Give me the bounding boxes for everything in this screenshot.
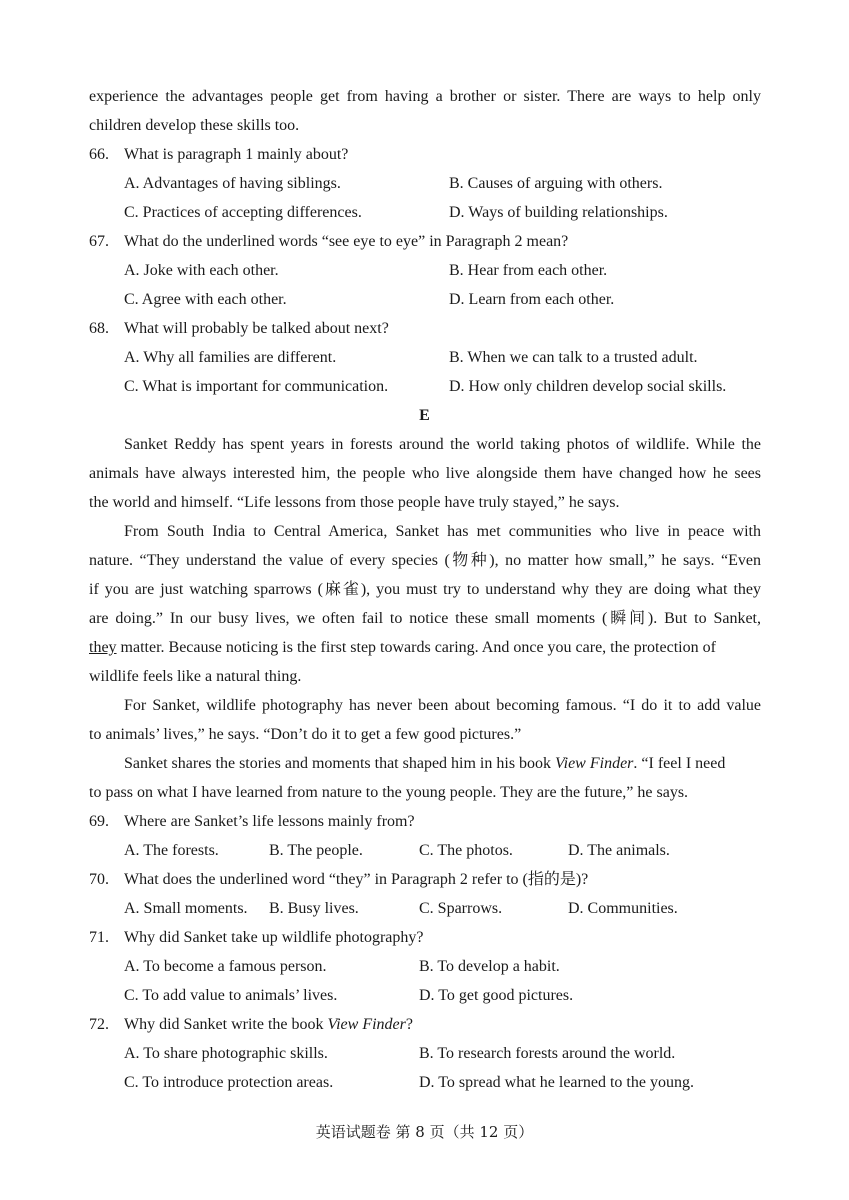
question-text: What will probably be talked about next? [124, 320, 389, 337]
q68-option-b[interactable]: B. When we can talk to a trusted adult. [449, 349, 698, 366]
q70-option-b[interactable]: B. Busy lives. [269, 900, 359, 917]
q68-option-a[interactable]: A. Why all families are different. [124, 349, 337, 366]
q68-option-c[interactable]: C. What is important for communication. [124, 378, 389, 395]
page-footer: 英语试题卷 第 8 页（共 12 页） [315, 1123, 534, 1141]
q67-option-d[interactable]: D. Learn from each other. [449, 291, 615, 308]
intro-line-1: experience the advantages people get from having a brother or sister. There are ways to help only [89, 88, 761, 105]
question-number: 70. [89, 871, 109, 888]
question-number: 68. [89, 320, 109, 337]
question-67 [89, 227, 761, 256]
passage-p2-line-2: nature. “They understand the value of every species (物种), no matter how small,” he says. “Even [89, 552, 761, 569]
question-72 [89, 1010, 761, 1039]
question-66 [89, 140, 761, 169]
passage-p2-line-5 [89, 633, 761, 662]
q66-option-c[interactable]: C. Practices of accepting differences. [124, 204, 362, 221]
question-text: What is paragraph 1 mainly about? [124, 146, 349, 163]
question-number: 67. [89, 233, 109, 250]
passage-text: . “I feel I need [633, 755, 726, 772]
question-71 [89, 923, 761, 952]
passage-p1-line-3: the world and himself. “Life lessons from those people have truly stayed,” he says. [89, 494, 620, 511]
question-69 [89, 807, 761, 836]
passage-p1-line-2: animals have always interested him, the people who live alongside them have changed how he sees [89, 465, 761, 482]
question-number: 66. [89, 146, 109, 163]
question-text: Where are Sanket’s life lessons mainly from? [124, 813, 415, 830]
question-text: ? [405, 1016, 413, 1033]
passage-p3-line-1: For Sanket, wildlife photography has never been about becoming famous. “I do it to add value [124, 697, 761, 714]
section-heading-e: E [419, 407, 430, 424]
q71-option-b[interactable]: B. To develop a habit. [419, 958, 560, 975]
q68-option-d[interactable]: D. How only children develop social skills. [449, 378, 727, 395]
question-70 [89, 865, 761, 894]
passage-p2-line-3: if you are just watching sparrows (麻雀), you must try to understand why they are doing what they [89, 581, 761, 598]
passage-text: Sanket shares the stories and moments that shaped him in his book [124, 755, 556, 772]
book-title: View Finder [327, 1016, 406, 1033]
question-number: 72. [89, 1016, 109, 1033]
q72-option-c[interactable]: C. To introduce protection areas. [124, 1074, 334, 1091]
q72-option-b[interactable]: B. To research forests around the world. [419, 1045, 676, 1062]
book-title: View Finder [555, 755, 634, 772]
q67-option-c[interactable]: C. Agree with each other. [124, 291, 287, 308]
q66-option-b[interactable]: B. Causes of arguing with others. [449, 175, 663, 192]
passage-text: matter. Because noticing is the first step towards caring. And once you care, the protection of [116, 639, 716, 656]
q71-option-d[interactable]: D. To get good pictures. [419, 987, 574, 1004]
q69-option-b[interactable]: B. The people. [269, 842, 363, 859]
passage-p2-line-6: wildlife feels like a natural thing. [89, 668, 302, 685]
intro-line-2: children develop these skills too. [89, 117, 300, 134]
q71-option-c[interactable]: C. To add value to animals’ lives. [124, 987, 338, 1004]
question-68 [89, 314, 761, 343]
q69-option-d[interactable]: D. The animals. [568, 842, 670, 859]
q67-option-a[interactable]: A. Joke with each other. [124, 262, 279, 279]
passage-p4-line-2: to pass on what I have learned from nature to the young people. They are the future,” he says. [89, 784, 689, 801]
passage-p3-line-2: to animals’ lives,” he says. “Don’t do it to get a few good pictures.” [89, 726, 522, 743]
q69-option-a[interactable]: A. The forests. [124, 842, 219, 859]
question-text: What does the underlined word “they” in Paragraph 2 refer to (指的是)? [124, 871, 589, 888]
question-text: Why did Sanket write the book [124, 1016, 328, 1033]
passage-p2-line-1: From South India to Central America, Sanket has met communities who live in peace with [124, 523, 761, 540]
q66-option-d[interactable]: D. Ways of building relationships. [449, 204, 668, 221]
passage-p1-line-1: Sanket Reddy has spent years in forests around the world taking photos of wildlife. While the [124, 436, 761, 453]
q71-option-a[interactable]: A. To become a famous person. [124, 958, 327, 975]
q66-option-a[interactable]: A. Advantages of having siblings. [124, 175, 341, 192]
q69-option-c[interactable]: C. The photos. [419, 842, 513, 859]
q67-option-b[interactable]: B. Hear from each other. [449, 262, 608, 279]
question-text: What do the underlined words “see eye to eye” in Paragraph 2 mean? [124, 233, 569, 250]
q70-option-c[interactable]: C. Sparrows. [419, 900, 503, 917]
question-number: 69. [89, 813, 109, 830]
q70-option-a[interactable]: A. Small moments. [124, 900, 248, 917]
question-text: Why did Sanket take up wildlife photography? [124, 929, 424, 946]
q72-option-d[interactable]: D. To spread what he learned to the young. [419, 1074, 694, 1091]
q70-option-d[interactable]: D. Communities. [568, 900, 678, 917]
passage-p2-line-4: are doing.” In our busy lives, we often fail to notice these small moments (瞬间). But to Sanket, [89, 610, 761, 627]
passage-p4-line-1 [124, 749, 761, 778]
underlined-word-they: they [89, 639, 117, 656]
question-number: 71. [89, 929, 109, 946]
q72-option-a[interactable]: A. To share photographic skills. [124, 1045, 328, 1062]
